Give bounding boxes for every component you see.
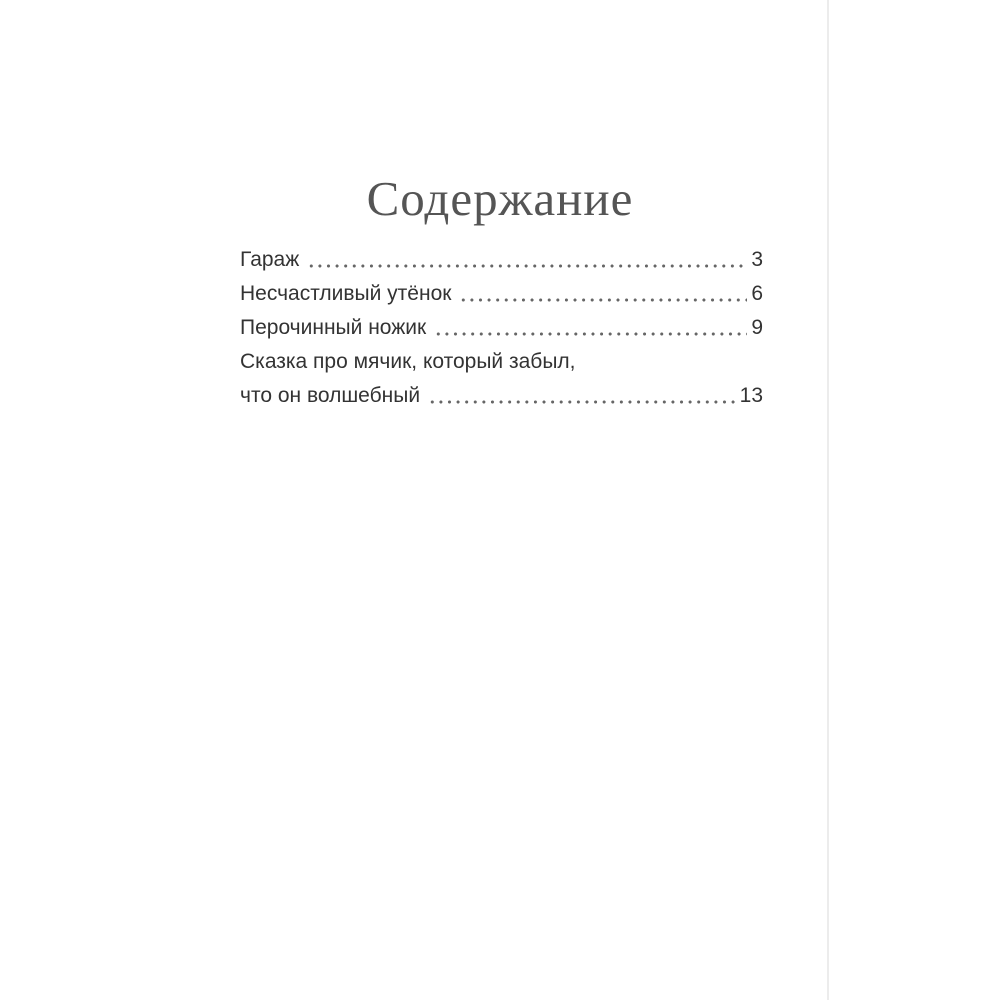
toc-entry-page: 13	[739, 384, 763, 407]
toc-entry-title-line1: Сказка про мячик, который забыл,	[240, 350, 576, 373]
toc-entry-page: 9	[751, 316, 763, 339]
toc-dot-leader	[459, 297, 747, 303]
toc-dot-leader	[307, 263, 747, 269]
toc-entry	[240, 311, 763, 345]
toc-entry-page: 3	[751, 248, 763, 271]
toc-dot-leader	[434, 331, 747, 337]
toc-entry-title-line2: что он волшебный	[240, 384, 421, 407]
toc-entry-page: 6	[751, 282, 763, 305]
toc-entry-title: Перочинный ножик	[240, 316, 427, 339]
toc-heading: Содержание	[366, 171, 634, 226]
toc-entry-title: Гараж	[240, 248, 300, 271]
toc-entry	[240, 277, 763, 311]
toc-entry-continuation	[240, 379, 763, 413]
toc-entry	[240, 243, 763, 277]
toc-dot-leader	[428, 399, 736, 405]
toc-list	[240, 243, 763, 413]
page-edge-shadow	[827, 0, 829, 1000]
toc-entry-multiline	[240, 345, 763, 413]
toc-entry-title: Несчастливый утёнок	[240, 282, 452, 305]
